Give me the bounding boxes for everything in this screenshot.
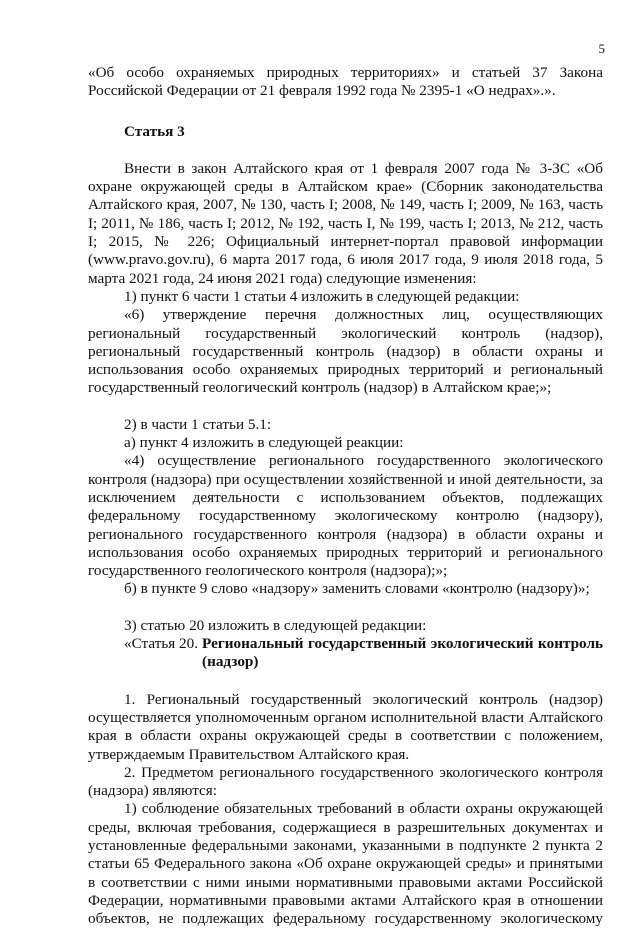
paragraph-amend-intro: Внести в закон Алтайского края от 1 февраля 2007 года № 3-ЗС «Об охране окружающей среды в Алтайском крае» (Сборник законодательства Алтайского края, 2007, № 130, часть I; 2008, № 149, часть I; 2009, № 163, часть I; 2011, № 186, часть I; 2012, № 192, часть I, № 199, часть I; 2013, № 212, часть I; 2015, № 226; Официальный интернет-портал правовой информации (www.pravo.gov.ru), 6 марта 2017 года, 6 июля 2017 года, 9 июля 2018 года, 5 марта 2021 года, 24 июня 2021 года) следующие изменения: [88, 159, 603, 287]
paragraph-item-6-text: «6) утверждение перечня должностных лиц, осуществляющих региональный государственный экологический контроль (надзор), региональный государственный контроль (надзор) в области охраны и использования особо охраняемых природных территорий и региональный государственный геологический контроль (надзор) в Алтайском крае;»; [88, 306, 603, 397]
paragraph-clause-1: 1. Региональный государственный экологический контроль (надзор) осуществляется уполномоченным органом исполнительной власти Алтайского края в области охраны окружающей среды в соответствии с положением, утверждаемым Правительством Алтайского края. [88, 690, 603, 763]
paragraph-clause-2: 2. Предметом регионального государственного экологического контроля (надзора) являются: [88, 763, 603, 800]
paragraph-item-2b: б) в пункте 9 слово «надзору» заменить словами «контролю (надзору)»; [124, 580, 590, 598]
article-20-heading [88, 635, 603, 672]
document-body [88, 64, 603, 928]
page-number: 5 [598, 41, 605, 56]
article-20-title: Региональный государственный экологический контроль (надзор) [202, 635, 603, 671]
paragraph-clause-2-item-1: 1) соблюдение обязательных требований в области охраны окружающей среды, включая требования, содержащиеся в разрешительных документах и установленные федеральными законами, указанными в подпункте 2 пункта 2 статьи 65 Федерального закона «Об охране окружающей среды» и принятыми в соответствии с ними иными нормативными правовыми актами Российской Федерации, нормативными правовыми актами Алтайского края в отношении объектов, не подлежащих федеральному государственному экологическому [88, 800, 603, 928]
paragraph-item-2: 2) в части 1 статьи 5.1: [124, 415, 272, 433]
paragraph-item-3: 3) статью 20 изложить в следующей редакции: [124, 616, 427, 634]
paragraph-item-4-text: «4) осуществление регионального государственного экологического контроля (надзора) при осуществлении хозяйственной и иной деятельности, за исключением деятельности с использованием объектов, подлежащих федеральному государственному экологическому контролю (надзору), регионального государственного контроля (надзора) в области охраны и использования особо охраняемых природных территорий и регионального государственного геологического контроля (надзора);»; [88, 452, 603, 580]
article-3-heading: Статья 3 [124, 122, 185, 140]
article-20-label: «Статья 20. [124, 635, 199, 653]
paragraph-law-reference-end: «Об особо охраняемых природных территориях» и статьей 37 Закона Российской Федерации от 21 февраля 1992 года № 2395-1 «О недрах».». [88, 64, 603, 100]
paragraph-item-2a: а) пункт 4 изложить в следующей реакции: [124, 434, 404, 452]
paragraph-item-1: 1) пункт 6 части 1 статьи 4 изложить в следующей редакции: [124, 287, 520, 305]
